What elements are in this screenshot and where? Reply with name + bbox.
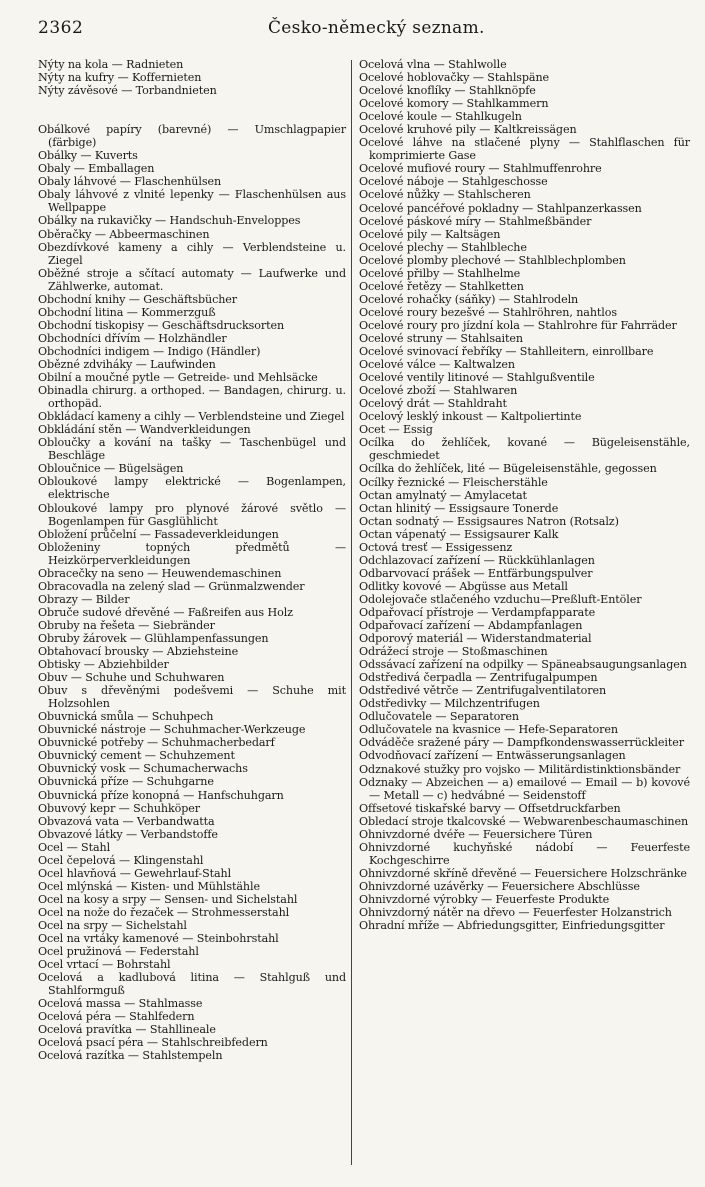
dictionary-entry: Obkládací kameny a cihly — Verblendsteine und Ziegel: [38, 410, 345, 424]
dictionary-entry: Obvazové látky — Verbandstoffe: [38, 827, 218, 841]
dictionary-entry: Obloukové lampy pro plynové žárové světlo — Bogenlampen für Gasglühlicht: [38, 501, 346, 528]
dictionary-entry: Ocel na srpy — Sichelstahl: [38, 919, 187, 932]
dictionary-entry: Odváděče sražené páry — Dampfkondenswasserrückleiter: [359, 736, 684, 750]
dictionary-entry: Ocel na vrtáky kamenové — Steinbohrstahl: [38, 932, 279, 946]
dictionary-entry: Obloženiny topných předmětů — Heizkörperverkleidungen: [38, 540, 346, 567]
dictionary-entry: Ocelový lesklý inkoust — Kaltpoliertinte: [359, 410, 582, 424]
dictionary-entry: Ocelové roury bezešvé — Stahlröhren, nahtlos: [359, 305, 617, 319]
dictionary-entry: Obložení průčelní — Fassadeverkleidungen: [38, 527, 279, 541]
dictionary-entry: Ocelové náboje — Stahlgeschosse: [359, 175, 548, 189]
dictionary-entry: Oběžné stroje a sčítací automaty — Laufwerke und Zählwerke, automat.: [38, 266, 346, 293]
dictionary-entry: Ocelové plechy — Stahlbleche: [359, 240, 527, 254]
dictionary-entry: Odvodňovací zařízení — Entwässerungsanlagen: [359, 749, 626, 763]
dictionary-entry: Ocelové kruhové pily — Kaltkreissägen: [359, 123, 577, 137]
dictionary-entry: Ohnivzdorné kuchyňské nádobí — Feuerfeste Kochgeschirre: [359, 840, 690, 867]
dictionary-entry: Ohnivzdorné uzávěrky — Feuersichere Abschlüsse: [359, 879, 640, 893]
dictionary-entry: Ocel na kosy a srpy — Sensen- und Sichelstahl: [38, 892, 298, 906]
dictionary-entry: Octan hlinitý — Essigsaure Tonerde: [359, 501, 559, 515]
dictionary-entry: Ocel pružinová — Federstahl: [38, 945, 199, 959]
dictionary-entry: Ocelová massa — Stahlmasse: [38, 997, 203, 1011]
dictionary-entry: Ocel čepelová — Klingenstahl: [38, 853, 204, 867]
dictionary-entry: Ocelové páskové míry — Stahlmeßbänder: [359, 214, 592, 228]
dictionary-entry: Odpařovací zařízení — Abdampfanlagen: [359, 619, 583, 633]
dictionary-entry: Odstředivá čerpadla — Zentrifugalpumpen: [359, 671, 598, 685]
dictionary-entry: Ocelové plomby plechové — Stahlblechplomben: [359, 253, 626, 267]
dictionary-entry: Nýty na kola — Radnieten: [38, 58, 184, 71]
dictionary-entry: Odlitky kovové — Abgüsse aus Metall: [359, 579, 568, 593]
dictionary-entry: Offsetové tiskařské barvy — Offsetdruckfarben: [359, 801, 621, 815]
right-column: [359, 58, 690, 932]
dictionary-entry: Ocel na nože do řezaček — Strohmesserstahl: [38, 905, 290, 919]
dictionary-entry: Obezdívkové kameny a cihly — Verblendsteine u. Ziegel: [38, 240, 346, 267]
dictionary-entry: Ocelový drát — Stahldraht: [359, 397, 507, 411]
dictionary-entry: Obuv s dřevěnými podešvemi — Schuhe mit Holzsohlen: [38, 684, 346, 711]
dictionary-entry: Odporový materiál — Widerstandmaterial: [359, 632, 592, 646]
dictionary-entry: Obuvnická příze konopná — Hanfschuhgarn: [38, 788, 284, 802]
dictionary-entry: Ocelové rohačky (sáňky) — Stahlrodeln: [359, 292, 579, 306]
dictionary-entry: Obaly — Emballagen: [38, 162, 155, 176]
dictionary-entry: Obuvnické nástroje — Schuhmacher-Werkzeuge: [38, 723, 306, 737]
dictionary-entry: Obchodní knihy — Geschäftsbücher: [38, 292, 238, 306]
column-divider: [351, 60, 352, 1165]
dictionary-entry: Odssávací zařízení na odpilky — Späneabsaugungsanlagen: [359, 658, 687, 672]
dictionary-entry: Obuv — Schuhe und Schuhwaren: [38, 671, 225, 685]
dictionary-entry: Obálkové papíry (barevné) — Umschlagpapier (färbige): [38, 123, 346, 150]
dictionary-entry: Obruče sudové dřevěné — Faßreifen aus Holz: [38, 605, 293, 619]
left-column: [38, 58, 346, 1063]
dictionary-entry: Obuvnické potřeby — Schuhmacherbedarf: [38, 736, 275, 750]
spacer: [38, 110, 346, 123]
dictionary-entry: Ocelové mufiové roury — Stahlmuffenrohre: [359, 162, 602, 176]
dictionary-entry: Odstředivé větrče — Zentrifugalventilatoren: [359, 684, 607, 698]
dictionary-entry: Obinadla chirurg. a orthoped. — Bandagen, chirurg. u. orthopäd.: [38, 384, 346, 411]
dictionary-entry: Ocet — Essig: [359, 423, 433, 437]
dictionary-entry: Odlučovatele na kvasnice — Hefe-Separatoren: [359, 723, 618, 737]
dictionary-entry: Obuvnická smůla — Schuhpech: [38, 710, 214, 724]
dictionary-entry: Nýty na kufry — Koffernieten: [38, 71, 202, 85]
dictionary-entry: Odrážecí stroje — Stoßmaschinen: [359, 645, 548, 659]
dictionary-entry: Obaly láhvové z vlnité lepenky — Flaschenhülsen aus Wellpappe: [38, 188, 346, 215]
dictionary-entry: Obkládání stěn — Wandverkleidungen: [38, 423, 251, 437]
dictionary-entry: Obálky na rukavičky — Handschuh-Enveloppes: [38, 214, 301, 228]
dictionary-entry: Ocelová a kadlubová litina — Stahlguß und Stahlformguß: [38, 971, 346, 998]
dictionary-entry: Odstředivky — Milchzentrifugen: [359, 697, 540, 711]
dictionary-entry: Ocelové nůžky — Stahlscheren: [359, 188, 531, 202]
dictionary-entry: Ocílky řeznické — Fleischerstähle: [359, 475, 548, 489]
dictionary-entry: Ocelové pancéřové pokladny — Stahlpanzerkassen: [359, 201, 642, 215]
dictionary-entry: Ocelové válce — Kaltwalzen: [359, 358, 516, 372]
dictionary-entry: Octan vápenatý — Essigsaurer Kalk: [359, 527, 559, 541]
dictionary-entry: Nýty závěsové — Torbandnieten: [38, 84, 217, 98]
dictionary-entry: Oběračky — Abbeermaschinen: [38, 227, 210, 241]
dictionary-entry: Ocel — Stahl: [38, 840, 111, 854]
dictionary-entry: Odchlazovací zařízení — Rückkühlanlagen: [359, 553, 595, 567]
dictionary-entry: Ocelová péra — Stahlfedern: [38, 1010, 195, 1024]
dictionary-entry: Obuvnický vosk — Schumacherwachs: [38, 762, 248, 776]
dictionary-entry: Ocelové řetězy — Stahlketten: [359, 279, 524, 293]
dictionary-entry: Ohnivzdorné dvéře — Feuersichere Türen: [359, 827, 593, 841]
dictionary-entry: Ocelové přilby — Stahlhelme: [359, 266, 521, 280]
dictionary-entry: Ocelové komory — Stahlkammern: [359, 97, 549, 111]
dictionary-entry: Obtahovací brousky — Abziehsteine: [38, 645, 239, 659]
dictionary-entry: Obuvnický cement — Schuhzement: [38, 749, 235, 763]
dictionary-entry: Octan amylnatý — Amylacetat: [359, 488, 527, 502]
dictionary-entry: Odbarvovací prášek — Entfärbungspulver: [359, 566, 593, 580]
dictionary-entry: Ocelové struny — Stahlsaiten: [359, 331, 523, 345]
dictionary-entry: Odlučovatele — Separatoren: [359, 710, 519, 724]
dictionary-entry: Obálky — Kuverts: [38, 149, 138, 163]
dictionary-entry: Obrazy — Bilder: [38, 592, 130, 606]
spacer: [38, 97, 346, 110]
dictionary-entry: Ocelové láhve na stlačené plyny — Stahlflaschen für komprimierte Gase: [359, 136, 690, 163]
page-number: 2362: [38, 18, 84, 38]
dictionary-entry: Obilní a moučné pytle — Getreide- und Mehlsäcke: [38, 371, 318, 385]
dictionary-entry: Ocelové knoflíky — Stahlknöpfe: [359, 84, 536, 98]
page-header: [38, 10, 685, 40]
dictionary-entry: Ocelové hoblovačky — Stahlspäne: [359, 71, 550, 85]
dictionary-entry: Ocelová razítka — Stahlstempeln: [38, 1049, 223, 1063]
dictionary-entry: Octová tresť — Essigessenz: [359, 540, 513, 554]
dictionary-entry: Ocel vrtací — Bohrstahl: [38, 958, 171, 972]
dictionary-entry: Ohnivzdorné skříně dřevěné — Feuersichere Holzschränke: [359, 866, 687, 880]
page-title: Česko-německý seznam.: [268, 18, 485, 38]
dictionary-entry: Ohnivzdorné výrobky — Feuerfeste Produkte: [359, 893, 610, 906]
dictionary-entry: Ocelová vlna — Stahlwolle: [359, 58, 507, 71]
dictionary-entry: Obuvový kepr — Schuhköper: [38, 801, 200, 815]
dictionary-entry: Obtisky — Abziehbilder: [38, 658, 169, 672]
dictionary-entry: Ocelové svinovací řebříky — Stahlleitern, einrollbare: [359, 345, 654, 359]
dictionary-entry: Ocel hlavňová — Gewehrlauf-Stahl: [38, 866, 232, 880]
dictionary-entry: Obchodníci indigem — Indigo (Händler): [38, 344, 261, 358]
dictionary-entry: Ocelové koule — Stahlkugeln: [359, 110, 522, 124]
dictionary-entry: Odpařovací přístroje — Verdampfapparate: [359, 605, 596, 619]
dictionary-entry: Obaly láhvové — Flaschenhülsen: [38, 175, 222, 189]
dictionary-entry: Ocílka do žehlíček, kované — Bügeleisenstähle, geschmiedet: [359, 436, 690, 463]
dictionary-entry: Odznaky — Abzeichen — a) emailové — Email — b) kovové — Metall — c) hedvábné — Seidenstoff: [359, 775, 690, 802]
dictionary-entry: Ocelová psací péra — Stahlschreibfedern: [38, 1036, 268, 1050]
dictionary-entry: Obchodní tiskopisy — Geschäftsdrucksorten: [38, 318, 285, 332]
dictionary-entry: Obloučnice — Bügelsägen: [38, 462, 184, 476]
dictionary-entry: Obledací stroje tkalcovské — Webwarenbeschaumaschinen: [359, 814, 689, 828]
dictionary-entry: Obuvnická příze — Schuhgarne: [38, 775, 214, 789]
dictionary-entry: Obchodníci dřívím — Holzhändler: [38, 331, 227, 345]
dictionary-entry: Odznakové stužky pro vojsko — Militärdistinktionsbänder: [359, 762, 681, 776]
dictionary-entry: Obruby žárovek — Glühlampenfassungen: [38, 631, 269, 645]
dictionary-entry: Obloukové lampy elektrické — Bogenlampen, elektrische: [38, 475, 346, 502]
dictionary-entry: Ohnivzdorný nátěr na dřevo — Feuerfester Holzanstrich: [359, 906, 672, 920]
dictionary-entry: Obězné zdviháky — Laufwinden: [38, 357, 216, 371]
dictionary-entry: Ocelové pily — Kaltsägen: [359, 227, 501, 241]
dictionary-entry: Obvazová vata — Verbandwatta: [38, 814, 215, 828]
dictionary-entry: Ocelové ventily litinové — Stahlgußventile: [359, 371, 595, 385]
dictionary-entry: Ohradní mříže — Abfriedungsgitter, Einfriedungsgitter: [359, 919, 665, 933]
dictionary-entry: Ocelové zboží — Stahlwaren: [359, 384, 518, 398]
dictionary-entry: Ocelová pravítka — Stahllineale: [38, 1023, 216, 1037]
dictionary-entry: Ocelové roury pro jízdní kola — Stahlrohre für Fahrräder: [359, 318, 677, 332]
dictionary-entry: Obracovadla na zelený slad — Grünmalzwender: [38, 579, 305, 593]
dictionary-entry: Obchodní litina — Kommerzguß: [38, 305, 216, 319]
dictionary-entry: Odolejovače stlačeného vzduchu—Preßluft-Entöler: [359, 592, 642, 606]
dictionary-entry: Octan sodnatý — Essigsaures Natron (Rotsalz): [359, 514, 619, 528]
dictionary-entry: Ocel mlýnská — Kisten- und Mühlstähle: [38, 879, 260, 893]
dictionary-entry: Obracečky na seno — Heuwendemaschinen: [38, 566, 282, 580]
dictionary-entry: Obloučky a kování na tašky — Taschenbügel und Beschläge: [38, 436, 346, 463]
dictionary-entry: Ocílka do žehlíček, lité — Bügeleisenstähle, gegossen: [359, 462, 657, 476]
dictionary-entry: Obruby na řešeta — Siebränder: [38, 618, 215, 632]
